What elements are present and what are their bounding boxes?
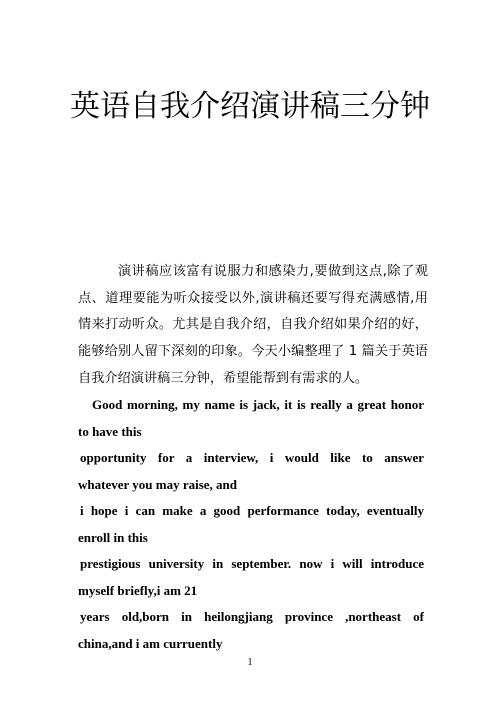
speech-line: to have this <box>78 423 142 439</box>
page-number: 1 <box>247 657 253 668</box>
speech-line: enroll in this <box>78 529 148 545</box>
speech-line: years old,born in heilongjiang province ,northeast of <box>80 609 424 624</box>
speech-line: i hope i can make a good performance today, eventually <box>80 503 424 518</box>
speech-line: myself briefly,i am 21 <box>78 582 198 598</box>
speech-line: china,and i am curruently <box>78 635 223 651</box>
document-title: 英语自我介绍演讲稿三分钟 <box>70 89 430 124</box>
speech-line: prestigious university in september. now i will introduce <box>80 556 424 571</box>
speech-line: Good morning, my name is jack, it is really a great honor <box>92 397 424 412</box>
intro-paragraph: 演讲稿应该富有说服力和感染力,要做到这点,除了观点、道理要能为听众接受以外,演讲稿还要写得充满感情,用情来打动听众。尤其是自我介绍，自我介绍如果介绍的好，能够给别人留下深刻的印象。今天小编整理了 1 篇关于英语自我介绍演讲稿三分钟，希望能帮到有需求的人。 <box>78 264 428 386</box>
speech-line: whatever you may raise, and <box>78 476 238 492</box>
english-speech-body <box>78 392 424 657</box>
speech-line: opportunity for a interview, i would like to answer <box>80 450 424 465</box>
